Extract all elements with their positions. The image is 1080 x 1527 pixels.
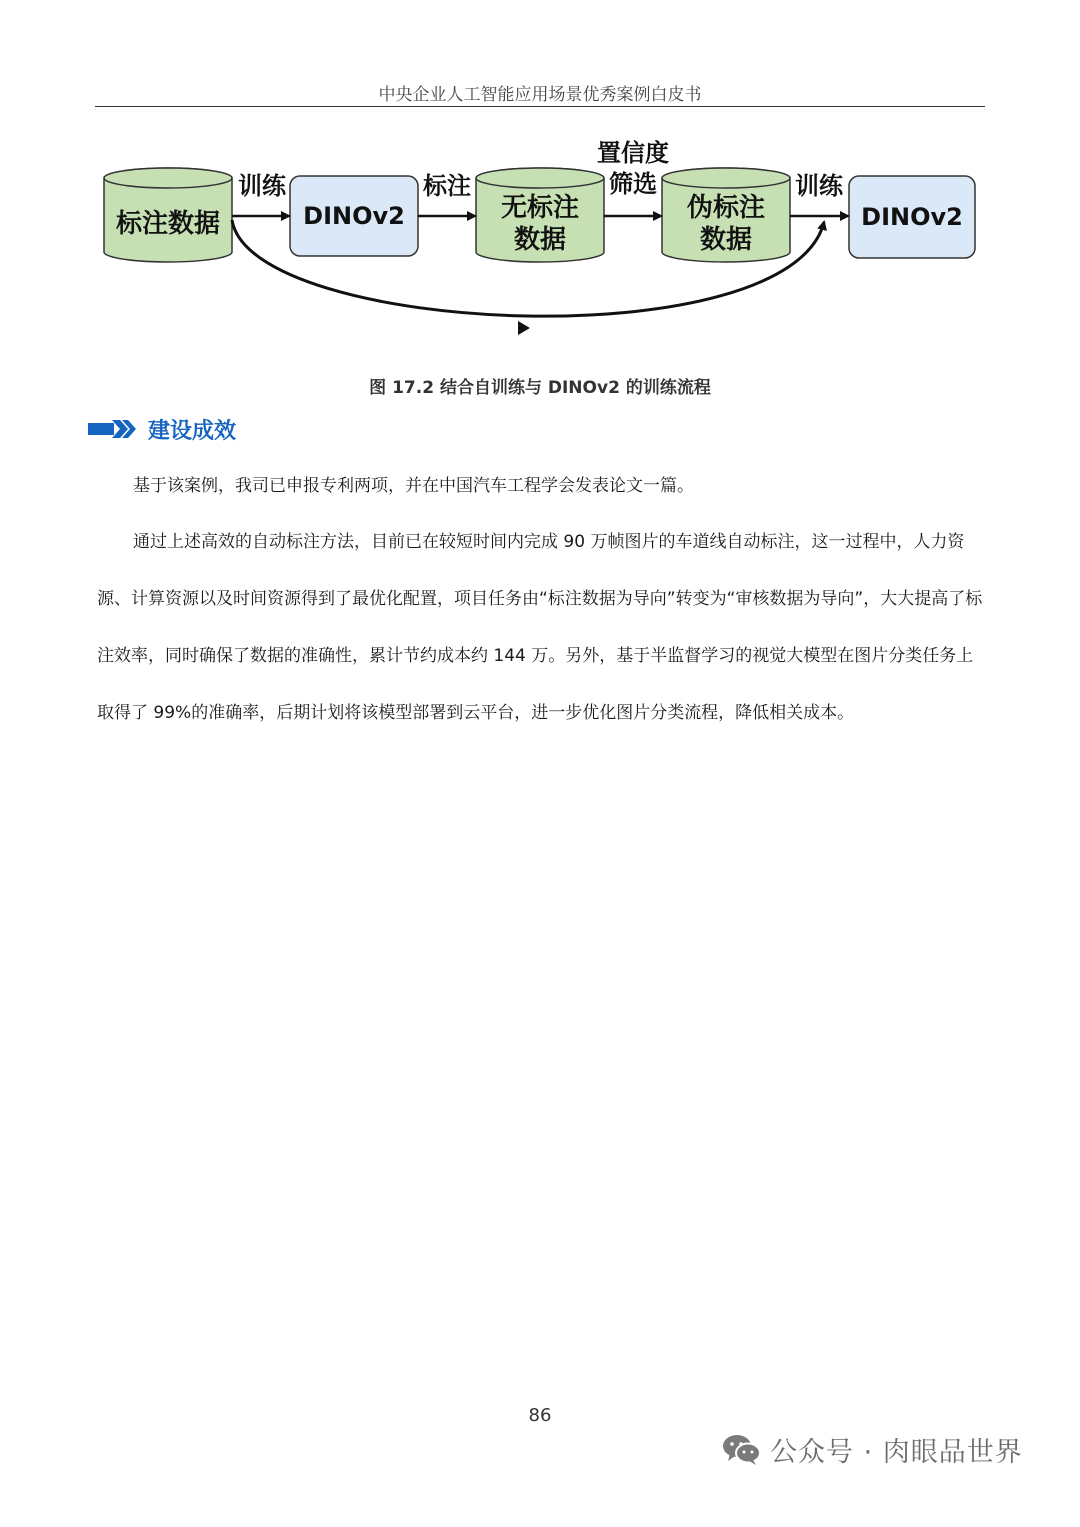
pseudo-label-data-label-line2: 数据 bbox=[699, 225, 753, 255]
chevron-arrow-icon bbox=[88, 414, 136, 444]
pseudo-label-data-label-line1: 伪标注 bbox=[686, 193, 766, 223]
section-heading bbox=[88, 414, 236, 444]
labeled-data-cylinder bbox=[104, 168, 232, 262]
dinov2-label-2: DINOv2 bbox=[861, 203, 963, 231]
figure-caption: 图 17.2 结合自训练与 DINOv2 的训练流程 bbox=[369, 378, 711, 398]
header-rule bbox=[95, 106, 985, 107]
paragraph-2 bbox=[97, 514, 985, 742]
section-title: 建设成效 bbox=[148, 418, 237, 444]
edge-label-train-2: 训练 bbox=[795, 172, 843, 200]
unlabeled-data-label-line2: 数据 bbox=[513, 225, 567, 255]
curve-midpoint-arrowhead bbox=[518, 321, 530, 335]
labeled-data-label: 标注数据 bbox=[115, 209, 221, 239]
watermark bbox=[722, 1427, 1023, 1471]
edge-label-filter-line1: 置信度 bbox=[597, 139, 669, 167]
edge-label-annotate: 标注 bbox=[423, 172, 471, 200]
pseudo-label-data-cylinder bbox=[662, 168, 790, 262]
training-flow-diagram bbox=[0, 130, 1080, 350]
paragraph-1 bbox=[97, 458, 985, 515]
running-header: 中央企业人工智能应用场景优秀案例白皮书 bbox=[378, 85, 702, 105]
dinov2-label-1: DINOv2 bbox=[303, 202, 405, 230]
unlabeled-data-label-line1: 无标注 bbox=[500, 193, 580, 223]
unlabeled-data-cylinder bbox=[476, 168, 604, 262]
watermark-text: 公众号 · 肉眼品世界 bbox=[770, 1436, 1023, 1468]
wechat-icon bbox=[722, 1432, 762, 1466]
edge-label-train-1: 训练 bbox=[238, 172, 286, 200]
page-number: 86 bbox=[528, 1405, 552, 1426]
paragraph-1-text: 基于该案例，我司已申报专利两项，并在中国汽车工程学会发表论文一篇。 bbox=[133, 476, 694, 496]
dinov2-model-box-2 bbox=[849, 176, 975, 258]
dinov2-model-box-1 bbox=[290, 176, 418, 256]
paragraph-2-text: 通过上述高效的自动标注方法，目前已在较短时间内完成 90 万帧图片的车道线自动标注，这一过程中，人力资源、计算资源以及时间资源得到了最优化配置，项目任务由“标注数据为导向”转变为“审核数据为导向”，大大提高了标注效率，同时确保了数据的准确性，累计节约成本约 144 万。另外，基于半监督学习的视觉大模型在图片分类任务上取得了 99%的准确率，后期计划将该模型部署到云平台，进一步优化图片分类流程，降低相关成本。 bbox=[97, 532, 983, 723]
edge-label-filter-line2: 筛选 bbox=[609, 170, 657, 198]
